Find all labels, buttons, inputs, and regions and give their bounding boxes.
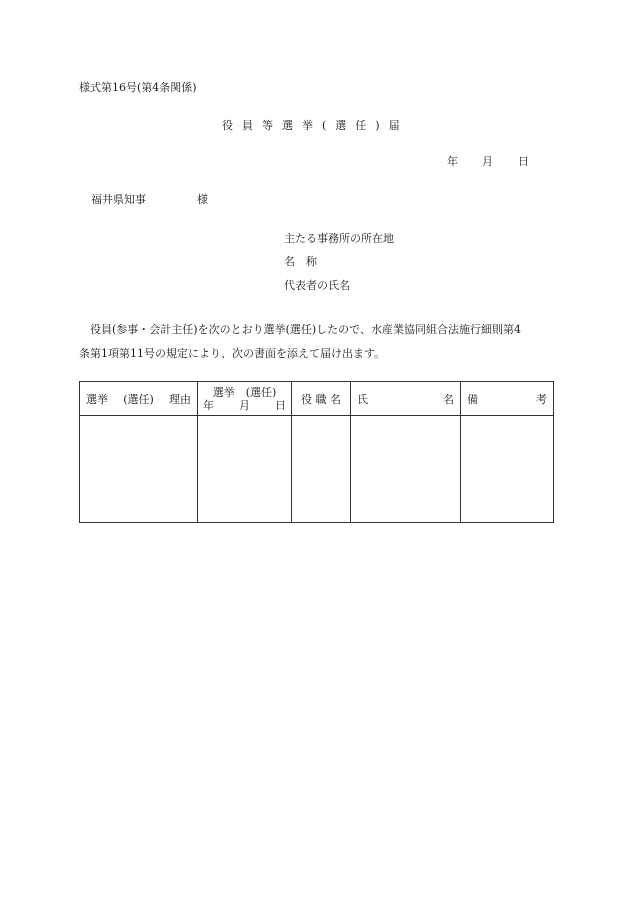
body-text-line-1: 役員(参事・会計主任)を次のとおり選挙(選任)したので、水産業協同組合法施行細則第4 (79, 323, 521, 336)
addressee-name: 福井県知事 (91, 193, 146, 206)
addressee-honorific: 様 (197, 193, 208, 206)
date-month: 月 (482, 155, 493, 168)
body-text-line-2: 条第1項第11号の規定により、次の書面を添えて届け出ます。 (79, 347, 386, 360)
header-reason: 選挙 (選任) 理由 (80, 382, 198, 416)
header-date: 選挙 (選任) 年 月 日 (198, 382, 292, 416)
header-position: 役 職 名 (292, 382, 351, 416)
date-day: 日 (518, 155, 529, 168)
table-header-row (80, 382, 554, 416)
cell-date[interactable] (198, 416, 292, 523)
header-remarks: 備 考 (461, 382, 554, 416)
cell-name[interactable] (351, 416, 461, 523)
name-label: 名 称 (284, 255, 317, 268)
cell-reason[interactable] (80, 416, 198, 523)
header-name: 氏 名 (351, 382, 461, 416)
cell-remarks[interactable] (461, 416, 554, 523)
form-number: 様式第16号(第4条関係) (79, 81, 197, 94)
body-text (79, 318, 559, 366)
header-date-top: 選挙 (選任) (212, 385, 277, 399)
table-row (80, 416, 554, 523)
page-title: 役員等選挙(選任)届 (222, 119, 409, 132)
address-label: 主たる事務所の所在地 (284, 232, 394, 245)
officer-table (79, 381, 554, 523)
date-year: 年 (447, 155, 458, 168)
representative-label: 代表者の氏名 (284, 279, 350, 292)
cell-position[interactable] (292, 416, 351, 523)
